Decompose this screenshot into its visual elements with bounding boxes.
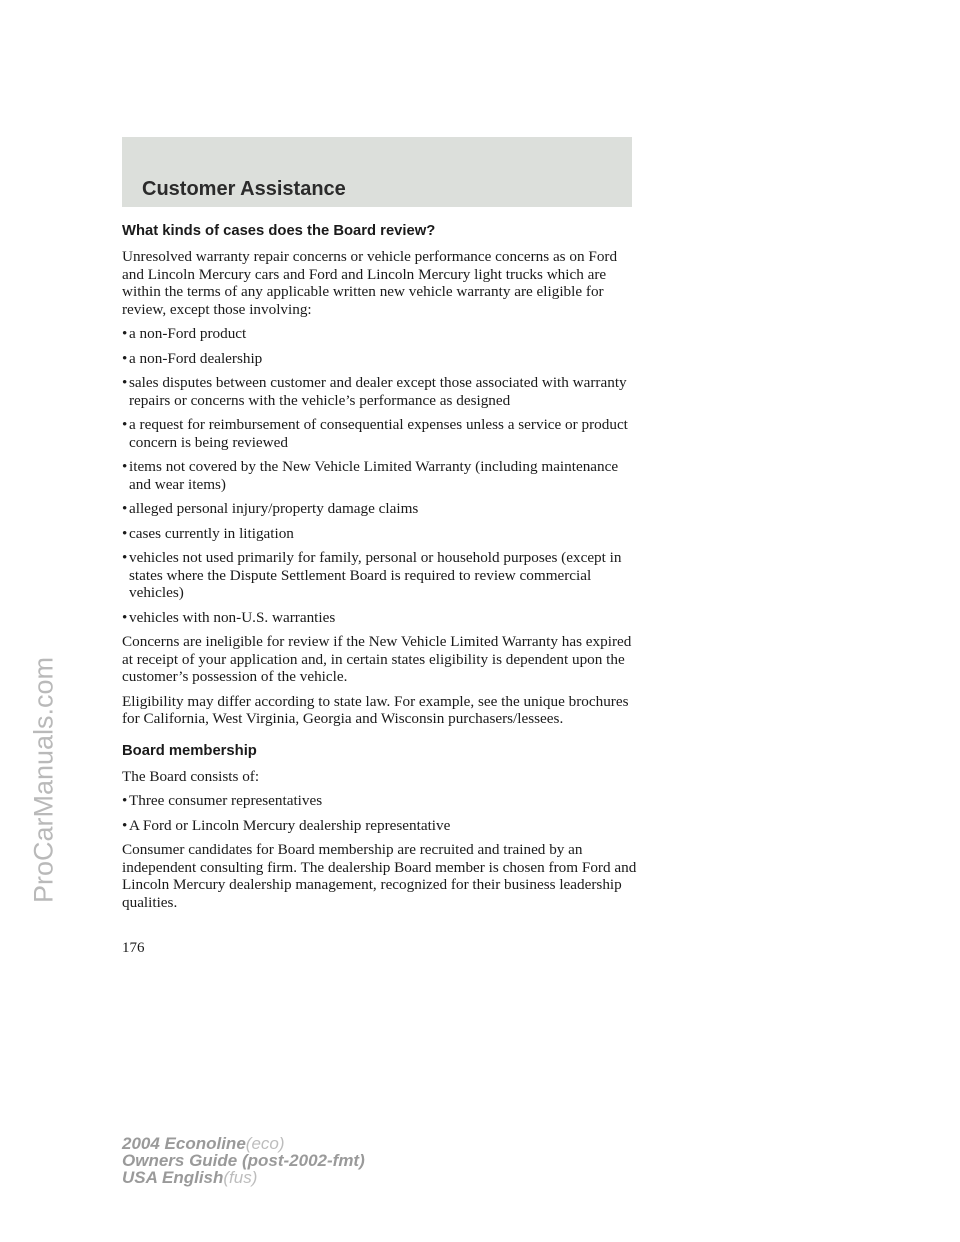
bullet-icon: • — [122, 349, 128, 367]
bullet-icon: • — [122, 500, 128, 517]
bullet-icon: • — [122, 458, 128, 475]
ineligibility-paragraph: Concerns are ineligible for review if the New Vehicle Limited Warranty has expired at receipt of your application and, in certain states eligibility is dependent upon the customer’s possession of the vehicle. — [122, 633, 632, 685]
bullet-icon: • — [122, 792, 128, 809]
list-item: • cases currently in litigation — [122, 524, 294, 542]
page-title: Customer Assistance — [142, 178, 346, 200]
document-footer — [122, 1135, 365, 1186]
list-item: • A Ford or Lincoln Mercury dealership representative — [122, 816, 451, 834]
list-item: • alleged personal injury/property damage claims — [122, 500, 419, 517]
bullet-icon: • — [122, 374, 128, 391]
list-item: • items not covered by the New Vehicle Limited Warranty (including maintenance and wear items) — [122, 458, 619, 493]
bullet-icon: • — [122, 524, 128, 542]
eligibility-paragraph: Eligibility may differ according to state law. For example, see the unique brochures for California, West Virginia, Georgia and Wisconsin purchasers/lessees. — [122, 692, 629, 727]
side-watermark: ProCarManuals.com — [28, 656, 59, 904]
bullet-icon: • — [122, 816, 128, 834]
section-heading: Board membership — [122, 742, 257, 759]
page-number: 176 — [122, 940, 145, 956]
bullet-icon: • — [122, 549, 128, 566]
footer-line-3: USA English(fus) — [122, 1168, 258, 1187]
candidates-paragraph: Consumer candidates for Board membership are recruited and trained by an independent consulting firm. The dealership Board member is chosen from Ford and Lincoln Mercury dealership management, recognized for their business leadership qualities. — [122, 841, 637, 911]
intro-paragraph: Unresolved warranty repair concerns or vehicle performance concerns as on Ford and Lincoln Mercury cars and Ford and Lincoln Mercury light trucks which are within the terms of any applicable written new vehicle warranty are eligible for review, except those involving: — [122, 248, 618, 318]
list-item: • a non-Ford product — [122, 325, 247, 342]
bullet-icon: • — [122, 608, 128, 626]
list-item: • Three consumer representatives — [122, 792, 323, 809]
footer-line-2: Owners Guide (post-2002-fmt) — [122, 1151, 365, 1170]
list-item: • a request for reimbursement of consequential expenses unless a service or product concern is being reviewed — [122, 416, 628, 451]
list-item: • vehicles with non-U.S. warranties — [122, 608, 336, 626]
exclusions-list — [122, 325, 642, 626]
bullet-icon: • — [122, 416, 128, 433]
main-content — [122, 223, 642, 918]
list-item: • vehicles not used primarily for family, personal or household purposes (except in states where the Dispute Settlement Board is required to review commercial vehicles) — [122, 549, 622, 601]
list-item: • sales disputes between customer and dealer except those associated with warranty repairs or concerns with the vehicle’s performance as designed — [122, 374, 627, 409]
section-heading: What kinds of cases does the Board review? — [122, 223, 436, 239]
board-intro-paragraph: The Board consists of: — [122, 767, 260, 785]
board-members-list — [122, 792, 642, 834]
footer-line-1: 2004 Econoline(eco) — [122, 1134, 285, 1153]
list-item: • a non-Ford dealership — [122, 349, 263, 367]
bullet-icon: • — [122, 325, 128, 342]
